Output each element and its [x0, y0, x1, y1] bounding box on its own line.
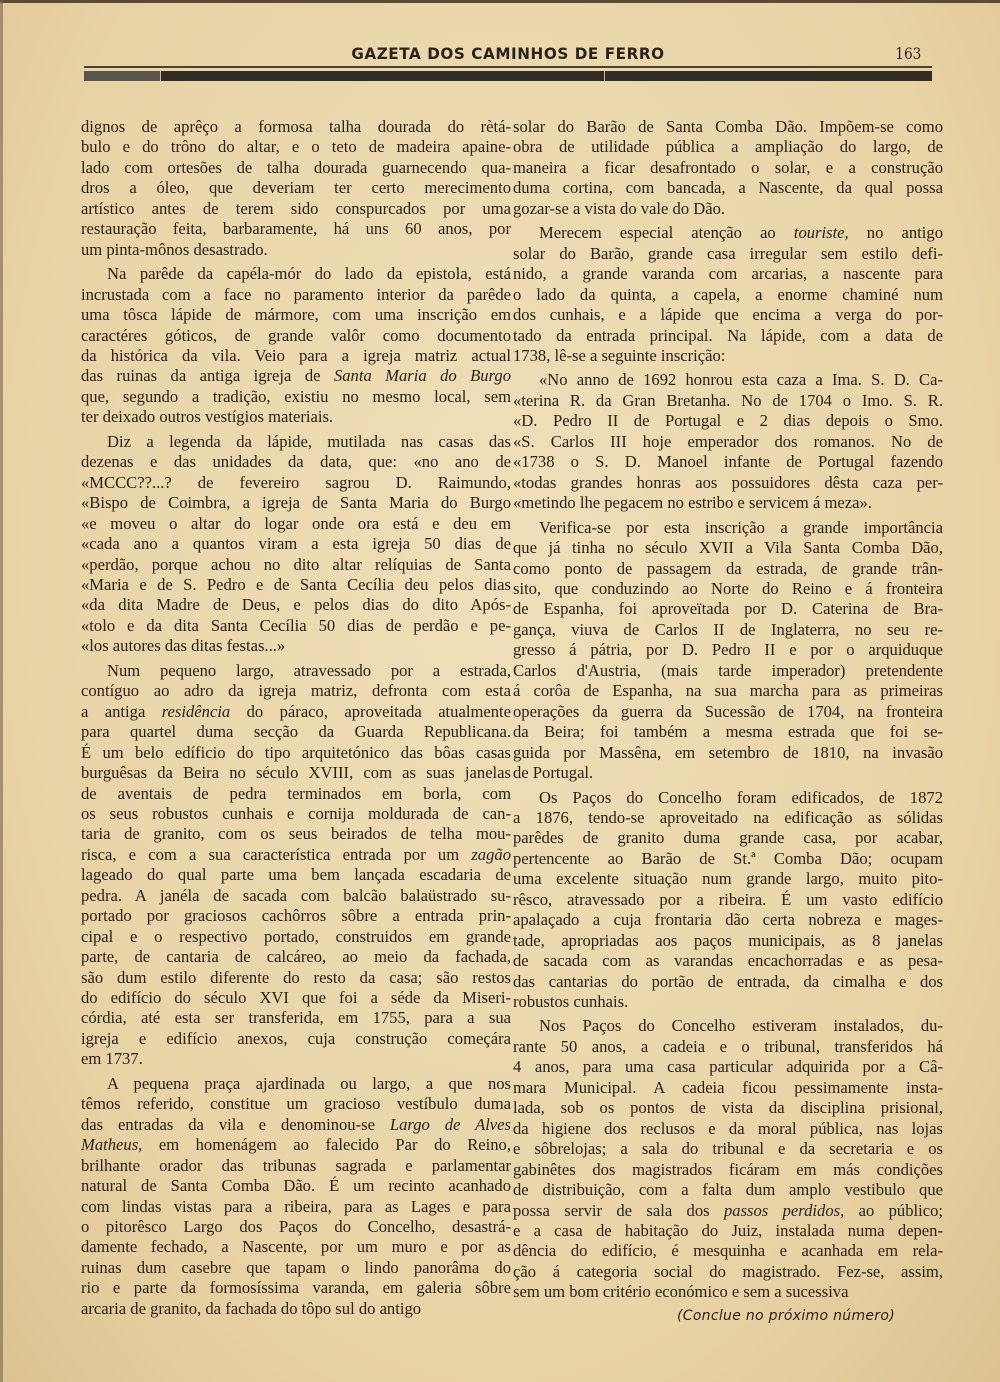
text-line: da Beira; foi também a mesma estrada que foi se-: [513, 722, 943, 742]
text-line: uma tôsca lápide de mármore, com uma inscrição em: [81, 305, 511, 325]
text-line: lada, sob os pontos de vista da disciplina prisional,: [513, 1098, 943, 1118]
text-line: lado com ortesões de talha dourada guarnecendo qua-: [81, 157, 511, 177]
text-line: a 1876, tendo-se aproveitado na edificação as sólidas: [513, 807, 943, 827]
paragraph: [81, 264, 511, 428]
italic-phrase: passos perdidos,: [723, 1200, 845, 1220]
text-line: de Portugal.: [513, 763, 594, 783]
text-line: incrustada com a face no paramento interior da parêde: [81, 284, 511, 304]
text-line: ção á categoria social do magistrado. Fez-se, assim,: [513, 1261, 943, 1281]
text-line: «cada ano a quantos viram a esta igreja 50 dias de: [81, 534, 511, 554]
text-line: caractéres góticos, de grande valôr como documento: [81, 325, 511, 345]
text-line: damente fechado, a Nascente, por um muro e por as: [81, 1237, 511, 1257]
paragraph: [513, 370, 943, 513]
page-number: 163: [895, 44, 922, 63]
text-line: do edifício do século XVI que foi a séde da Miseri-: [81, 988, 511, 1008]
text-line: da higiene dos reclusos e da moral pública, nas lojas: [513, 1118, 943, 1138]
text-line: risca, e com a sua característica entrada por um zagão: [81, 844, 511, 864]
text-line: «MCCC??...? de fevereiro sagrou D. Raimundo,: [81, 472, 511, 492]
journal-title: GAZETA DOS CAMINHOS DE FERRO: [351, 44, 665, 63]
text-line: «Bispo de Coimbra, a igreja de Santa Maria do Burgo: [81, 493, 511, 513]
text-line: córdia, até esta ser transferida, em 1755, para a sua: [81, 1008, 511, 1028]
italic-phrase: Santa Maria do Burgo: [333, 366, 511, 386]
text-line: natural de Santa Comba Dão. É um recinto acanhado: [81, 1176, 511, 1196]
paragraph: [513, 223, 943, 366]
text-line: sem um bom critério económico e sem a sucessiva: [513, 1282, 849, 1302]
text-line: possa servir de sala dos passos perdidos, ao público;: [513, 1200, 944, 1220]
text-line: um pinta-mônos desastrado.: [81, 239, 268, 259]
right-column: [513, 117, 943, 1326]
text-line: igreja e edifício anexos, cuja construção começára: [81, 1028, 511, 1048]
left-column: [81, 117, 511, 1319]
text-line: nido, a grande varanda com arcarias, a nascente para: [513, 264, 943, 284]
text-line: Na parêde da capéla-mór do lado da epistola, está: [107, 264, 511, 284]
text-line: Matheus, em homenágem ao falecido Par do Reino,: [81, 1135, 511, 1155]
text-line: que, segundo a tradição, existiu no mesmo local, sem: [81, 386, 511, 406]
text-line: gança, viuva de Carlos II de Inglaterra, no seu re-: [513, 619, 943, 639]
header-rule-thick: [84, 71, 932, 81]
text-line: das entradas da vila e denominou-se Largo de Alves: [81, 1114, 511, 1134]
text-line: pedra. A janéla de sacada com balcão balaüstrado su-: [81, 885, 511, 905]
text-line: Nos Paços do Concelho estiveram instalados, du-: [539, 1016, 943, 1036]
text-line: das ruinas da antiga igreja de Santa Maria do Burgo: [81, 366, 511, 386]
text-line: taria de granito, com os seus beirados de telha mou-: [81, 824, 511, 844]
text-line: da histórica da vila. Veio para a igreja matriz actual: [81, 345, 511, 365]
text-line: rêsco, atravessado por a ribeira. É um vasto edifício: [513, 889, 943, 909]
text-line: artístico antes de terem sido conspurcados por uma: [81, 198, 511, 218]
text-line: tado da entrada principal. Na lápide, com a data de: [513, 325, 943, 345]
text-line: dignos de aprêço a formosa talha dourada do rètá-: [81, 117, 511, 136]
text-line: os seus robustos cunhais e cornija moldurada de can-: [81, 803, 511, 823]
text-line: robustos cunhais.: [513, 992, 629, 1012]
text-line: a antiga residência do páraco, aproveitada atualmente: [81, 701, 511, 721]
paragraph: [81, 432, 511, 657]
text-line: solar do Barão de Santa Comba Dão. Impõem-se como: [513, 117, 943, 136]
text-line: «1738 o S. D. Manoel infante de Portugal fazendo: [513, 452, 943, 472]
text-line: de distribuição, com a falta dum amplo vestibulo que: [513, 1180, 943, 1200]
text-line: dros a óleo, que deveriam ter certo merecimento: [81, 178, 511, 198]
paragraph: [513, 518, 943, 784]
text-line: brilhante orador das tribunas sagrada e parlamentar: [81, 1155, 511, 1175]
text-line: rante 50 anos, a cadeia e o tribunal, transferidos há: [513, 1036, 943, 1056]
text-line: em 1737.: [81, 1049, 143, 1069]
text-line: apalaçado a cuja frontaria dão certa nobreza e mages-: [513, 910, 943, 930]
text-line: arcaria de granito, da fachada do tôpo sul do antigo: [81, 1298, 422, 1318]
text-line: como ponto de passagem da estrada, de grande trân-: [513, 558, 943, 578]
paragraph: [81, 117, 511, 260]
page-edge: [0, 0, 1000, 3]
text-line: o pitorêsco Largo dos Paços do Concelho, desastrá-: [81, 1217, 511, 1237]
paragraph: [513, 1016, 943, 1302]
text-line: «terina R. da Gran Bretanha. No de 1704 o Imo. S. R.: [513, 390, 943, 410]
text-line: de sacada com as varandas encachorradas e as pesa-: [513, 951, 943, 971]
paragraph: [513, 788, 943, 1013]
text-line: duma cortina, com bancada, a Nascente, da qual possa: [513, 178, 943, 198]
header-rule-thin: [84, 66, 932, 68]
text-line: É um belo edíficio do tipo arquitetónico das bôas casas: [81, 742, 511, 762]
text-line: «tolo e da dita Santa Cecília 50 dias de perdão e pe-: [81, 615, 511, 635]
text-line: com lindas vistas para a ribeira, para as Lages e para: [81, 1196, 511, 1216]
text-line: «perdão, porque achou no dito altar relíquias de Santa: [81, 554, 511, 574]
text-line: «todas grandes honras aos possuidores dêsta caza per-: [513, 472, 943, 492]
page-edge-left: [0, 0, 3, 1382]
text-line: contíguo ao adro da igreja matriz, defronta com esta: [81, 681, 511, 701]
text-line: restauração feita, barbaramente, há uns 60 anos, por: [81, 219, 511, 239]
text-line: «metindo lhe pegacem no estribo e servicem á meza».: [513, 493, 872, 513]
text-line: são dum estilo diferente do resto da casa; são restos: [81, 967, 511, 987]
text-line: Carlos d'Austria, (mais tarde imperador) pretendente: [513, 660, 943, 680]
text-line: que já tinha no século XVII a Vila Santa Comba Dão,: [513, 538, 943, 558]
text-line: «No anno de 1692 honrou esta caza a Ima. S. D. Ca-: [539, 370, 943, 390]
text-line: das cantarias do portão de entrada, da cimalha e dos: [513, 971, 943, 991]
text-line: mara Municipal. A cadeia ficou pessimamente insta-: [513, 1077, 943, 1097]
text-line: portado por graciosos cachôrros sôbre a entrada prin-: [81, 906, 511, 926]
text-line: burguêsas da Beira no século XVIII, com as suas janelas: [81, 763, 511, 783]
text-line: «Maria e de S. Pedro e de Santa Cecília deu pelos dias: [81, 574, 511, 594]
text-line: de Espanha, foi aproveïtada por D. Caterina de Bra-: [513, 599, 943, 619]
italic-phrase: Matheus,: [81, 1135, 143, 1155]
rule-segment: [84, 71, 160, 81]
text-line: operações da guerra da Sucessão de 1704, na fronteira: [513, 701, 943, 721]
text-line: Os Paços do Concelho foram edificados, de 1872: [539, 787, 943, 807]
italic-phrase: touriste,: [793, 223, 849, 243]
text-line: e a casa de habitação do Juiz, instalada numa depen-: [513, 1221, 943, 1241]
text-line: dência do edifício, é mesquinha e acanhada em rela-: [513, 1241, 943, 1261]
text-line: gresso á pátria, por D. Pedro II e por o arquiduque: [513, 640, 943, 660]
text-line: tade, apropriadas aos paços municipais, as 8 janelas: [513, 930, 943, 950]
text-line: maneira a ficar desafrontado o solar, e a construção: [513, 157, 943, 177]
text-line: «da dita Madre de Deus, e pelos dias do dito Após-: [81, 595, 511, 615]
text-line: parêdes de granito duma grande casa, por acabar,: [513, 828, 943, 848]
text-line: Merecem especial atenção ao touriste, no antigo: [539, 223, 943, 243]
text-line: ter deixado outros vestígios materiais.: [81, 407, 334, 427]
text-line: parte, de cantaria de calcáreo, ao meio da fachada,: [81, 947, 511, 967]
text-line: pertencente ao Barão de St.ª Comba Dão; ocupam: [513, 848, 943, 868]
text-line: cipal e o respectivo portado, construidos em grande: [81, 926, 511, 946]
continuation-note: (Conclue no próximo número): [676, 1307, 895, 1324]
text-line: lageado do qual parte uma bem lançada escadaria de: [81, 865, 511, 885]
text-line: gozar-se a vista do vale do Dão.: [513, 198, 726, 218]
text-line: 4 anos, para uma casa particular adquirida por a Câ-: [513, 1057, 943, 1077]
text-line: para quartel duma secção da Guarda Republicana.: [81, 722, 511, 742]
paragraph: [81, 1074, 511, 1319]
text-line: bulo e do trôno do altar, e o teto de madeira apaine-: [81, 137, 511, 157]
text-line: 1738, lê-se a seguinte inscrição:: [513, 345, 726, 365]
running-header: [84, 40, 932, 80]
text-line: Diz a legenda da lápide, mutilada nas casas das: [107, 431, 511, 451]
rule-gap: [160, 71, 161, 81]
text-line: gabinêtes dos magistrados ficáram em más condições: [513, 1159, 943, 1179]
text-line: solar do Barão, grande casa irregular sem estilo defi-: [513, 243, 943, 263]
text-line: «S. Carlos III hoje emperador dos romanos. No de: [513, 431, 943, 451]
text-line: obra de utilidade pública a ampliação do largo, de: [513, 137, 943, 157]
italic-phrase: zagão: [471, 844, 511, 864]
paragraph: [81, 661, 511, 1070]
text-line: dos cunhais, e a lápide que encima a verga do por-: [513, 305, 943, 325]
text-line: Num pequeno largo, atravessado por a estrada,: [107, 660, 511, 680]
text-line: sito, que conduzindo ao Norte do Reino e á fronteira: [513, 578, 943, 598]
text-line: «D. Pedro II de Portugal e 2 dias depois o Smo.: [513, 411, 943, 431]
italic-phrase: residência: [161, 701, 231, 721]
text-line: A pequena praça ajardinada ou largo, a que nos: [107, 1073, 511, 1093]
paragraph: [513, 117, 943, 219]
text-line: «e moveu o altar do logar onde ora está e deu em: [81, 513, 511, 533]
italic-phrase: Largo de Alves: [389, 1114, 511, 1134]
text-line: ruinas dum casebre que tapam o lindo panorâma do: [81, 1257, 511, 1277]
text-line: guida por Massêna, em setembro de 1810, na invasão: [513, 742, 943, 762]
text-line: de aventais de pedra terminados em borla, com: [81, 783, 511, 803]
text-line: rio e parte da formosíssima varanda, em galeria sôbre: [81, 1278, 511, 1298]
text-line: têmos referido, constitue um gracioso vestíbulo duma: [81, 1094, 511, 1114]
text-line: e sôbrelojas; a sala do tribunal e da secretaria e os: [513, 1139, 943, 1159]
text-line: o lado da quinta, a capela, a enorme chaminé num: [513, 284, 943, 304]
text-line: dezenas e das unidades da data, que: «no ano de: [81, 452, 511, 472]
rule-gap: [604, 71, 605, 81]
text-line: uma excelente situação num grande largo, muito pito-: [513, 869, 943, 889]
text-line: «los autores das ditas festas...»: [81, 636, 286, 656]
text-line: á corôa de Espanha, na sua marcha para as primeiras: [513, 681, 943, 701]
text-line: Verifica-se por esta inscrição a grande importância: [539, 517, 943, 537]
